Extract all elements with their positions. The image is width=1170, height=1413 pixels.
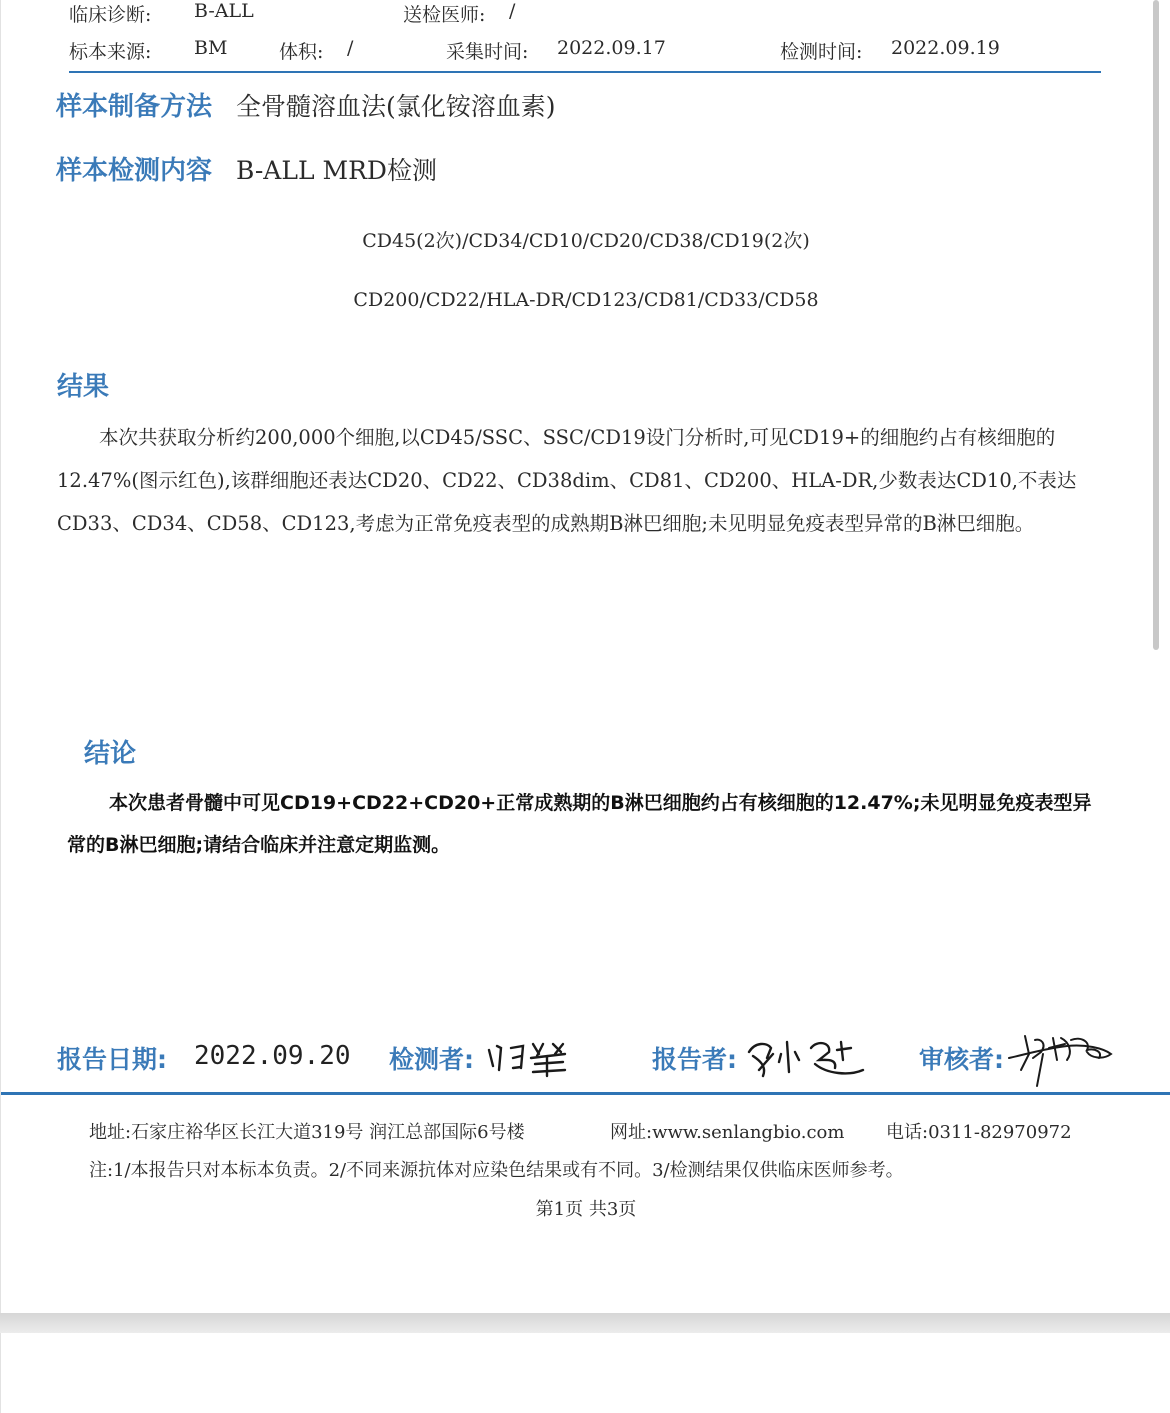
report-date-value: 2022.09.20 — [194, 1041, 351, 1071]
reporter-label: 报告者: — [652, 1045, 737, 1074]
reviewer-label: 审核者: — [919, 1045, 1004, 1074]
footer-website: 网址:www.senlangbio.com — [610, 1122, 845, 1143]
source-label: 标本来源: — [69, 41, 152, 63]
tester-label: 检测者: — [389, 1045, 474, 1074]
reporter-signature — [745, 1030, 867, 1082]
next-page — [0, 1333, 1170, 1413]
prep-title: 样本制备方法 — [56, 92, 213, 122]
markers-line-1: CD45(2次)/CD34/CD10/CD20/CD38/CD19(2次) — [362, 230, 810, 252]
test-time-value: 2022.09.19 — [891, 37, 1000, 59]
doctor-value: / — [509, 0, 516, 22]
doctor-label: 送检医师: — [403, 4, 486, 26]
test-time-label: 检测时间: — [780, 41, 863, 63]
content-title: 样本检测内容 — [56, 156, 213, 186]
header-divider — [69, 71, 1101, 73]
source-value: BM — [194, 37, 228, 59]
tester-signature — [483, 1036, 573, 1078]
volume-label: 体积: — [279, 41, 324, 63]
diagnosis-value: B-ALL — [194, 0, 254, 22]
reviewer-signature — [1007, 1024, 1117, 1090]
volume-value: / — [347, 37, 354, 59]
content-value: B-ALL MRD检测 — [236, 156, 437, 185]
diagnosis-label: 临床诊断: — [69, 4, 152, 26]
report-date-label: 报告日期: — [57, 1045, 167, 1074]
result-title: 结果 — [57, 372, 110, 402]
conclusion-text: 本次患者骨髓中可见CD19+CD22+CD20+正常成熟期的B淋巴细胞约占有核细胞的12.47%;未见明显免疫表型异常的B淋巴细胞;请结合临床并注意定期监测。 — [67, 792, 1092, 856]
footer-phone: 电话:0311-82970972 — [886, 1122, 1072, 1143]
markers-line-2: CD200/CD22/HLA-DR/CD123/CD81/CD33/CD58 — [353, 289, 819, 311]
result-text: 本次共获取分析约200,000个细胞,以CD45/SSC、SSC/CD19设门分析时,可见CD19+的细胞约占有核细胞的12.47%(图示红色),该群细胞还表达CD20、CD22、CD38dim、CD81、CD200、HLA-DR,少数表达CD10,不表达CD33、CD34、CD58、CD123,考虑为正常免疫表型的成熟期B淋巴细胞;未见明显免疫表型异常的B淋巴细胞。 — [57, 426, 1077, 535]
conclusion-title: 结论 — [84, 739, 137, 769]
vertical-scrollbar[interactable] — [1153, 0, 1159, 650]
page-gap — [0, 1313, 1170, 1333]
collect-time-label: 采集时间: — [446, 41, 529, 63]
footer-address: 地址:石家庄裕华区长江大道319号 润江总部国际6号楼 — [89, 1122, 525, 1143]
page-number: 第1页 共3页 — [535, 1199, 637, 1220]
collect-time-value: 2022.09.17 — [557, 37, 666, 59]
prep-value: 全骨髓溶血法(氯化铵溶血素) — [236, 92, 556, 121]
footer-divider — [1, 1092, 1170, 1095]
footer-note: 注:1/本报告只对本标本负责。2/不同来源抗体对应染色结果或有不同。3/检测结果仅供临床医师参考。 — [89, 1160, 904, 1181]
